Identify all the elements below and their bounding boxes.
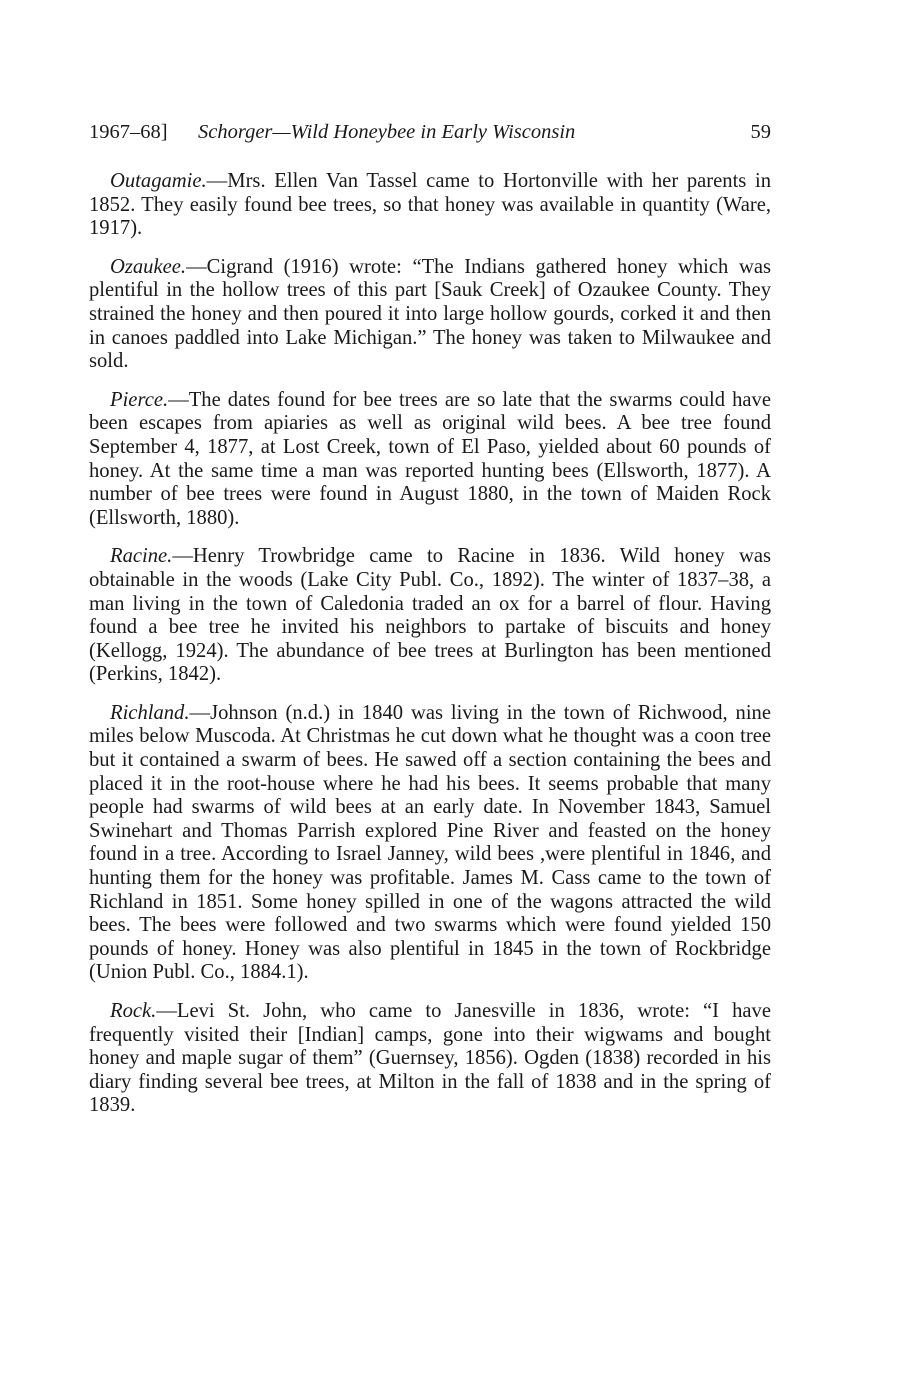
page bbox=[89, 118, 771, 1133]
county-name: Rock. bbox=[110, 1000, 157, 1022]
running-head bbox=[89, 118, 771, 146]
entry-text: —Mrs. Ellen Van Tassel came to Hortonville with her parents in 1852. They easily found bee trees, so that honey was available in quantity (Ware, 1917). bbox=[89, 170, 771, 240]
entry-text: —Cigrand (1916) wrote: “The Indians gathered honey which was plentiful in the hollow trees of this part [Sauk Creek] of Ozaukee County. They strained the honey and then poured it into large hollow gourds, corked it and then in canoes paddled into Lake Michigan.” The honey was taken to Milwaukee and sold. bbox=[89, 255, 771, 373]
running-title: Schorger—Wild Honeybee in Early Wisconsin bbox=[198, 121, 576, 143]
entry-text: —Henry Trowbridge came to Racine in 1836. Wild honey was obtainable in the woods (Lake City Publ. Co., 1892). The winter of 1837–38, a man living in the town of Caledonia traded an ox for a barrel of flour. Having found a bee tree he invited his neighbors to partake of biscuits and honey (Kellogg, 1924). The abundance of bee trees at Burlington has been mentioned (Perkins, 1842). bbox=[89, 545, 771, 686]
entry-outagamie bbox=[89, 170, 771, 241]
entry-rock bbox=[89, 1000, 771, 1118]
county-name: Ozaukee. bbox=[110, 255, 187, 278]
entry-racine bbox=[89, 545, 771, 687]
entry-text: —Johnson (n.d.) in 1840 was living in the town of Richwood, nine miles below Muscoda. At Christmas he cut down what he thought was a coon tree but it contained a swarm of bees. He sawed off a section containing the bees and placed it in the root-house where he had his bees. It seems probable that many people had swarms of wild bees at an early date. In November 1843, Samuel Swinehart and Thomas Parrish explored Pine River and feasted on the honey found in a tree. According to Israel Janney, wild bees ,were plentiful in 1846, and hunting them for the honey was profitable. James M. Cass came to the town of Richland in 1851. Some honey spilled in one of the wagons attracted the wild bees. The bees were followed and two swarms which were found yielded 150 pounds of honey. Honey was also plentiful in 1845 in the town of Rockbridge (Union Publ. Co., 1884.1). bbox=[89, 701, 771, 984]
county-name: Racine. bbox=[110, 545, 173, 568]
volume-years: 1967–68] bbox=[89, 121, 168, 143]
county-name: Outagamie. bbox=[110, 170, 207, 192]
entry-ozaukee bbox=[89, 256, 771, 374]
entry-text: —The dates found for bee trees are so late that the swarms could have been escapes from apiaries as well as original wild bees. A bee tree found September 4, 1877, at Lost Creek, town of El Paso, yielded about 60 pounds of honey. At the same time a man was reported hunting bees (Ellsworth, 1877). A number of bee trees were found in August 1880, in the town of Maiden Rock (Ellsworth, 1880). bbox=[89, 388, 771, 529]
county-name: Pierce. bbox=[110, 388, 169, 411]
page-number: 59 bbox=[750, 121, 771, 143]
entry-richland bbox=[89, 702, 771, 985]
entry-pierce bbox=[89, 389, 771, 531]
county-name: Richland. bbox=[110, 701, 190, 724]
entry-text: —Levi St. John, who came to Janesville in 1836, wrote: “I have frequently visited their [Indian] camps, gone into their wigwams and bought honey and maple sugar of them” (Guernsey, 1856). Ogden (1838) recorded in his diary finding several bee trees, at Milton in the fall of 1838 and in the spring of 1839. bbox=[89, 1000, 771, 1117]
